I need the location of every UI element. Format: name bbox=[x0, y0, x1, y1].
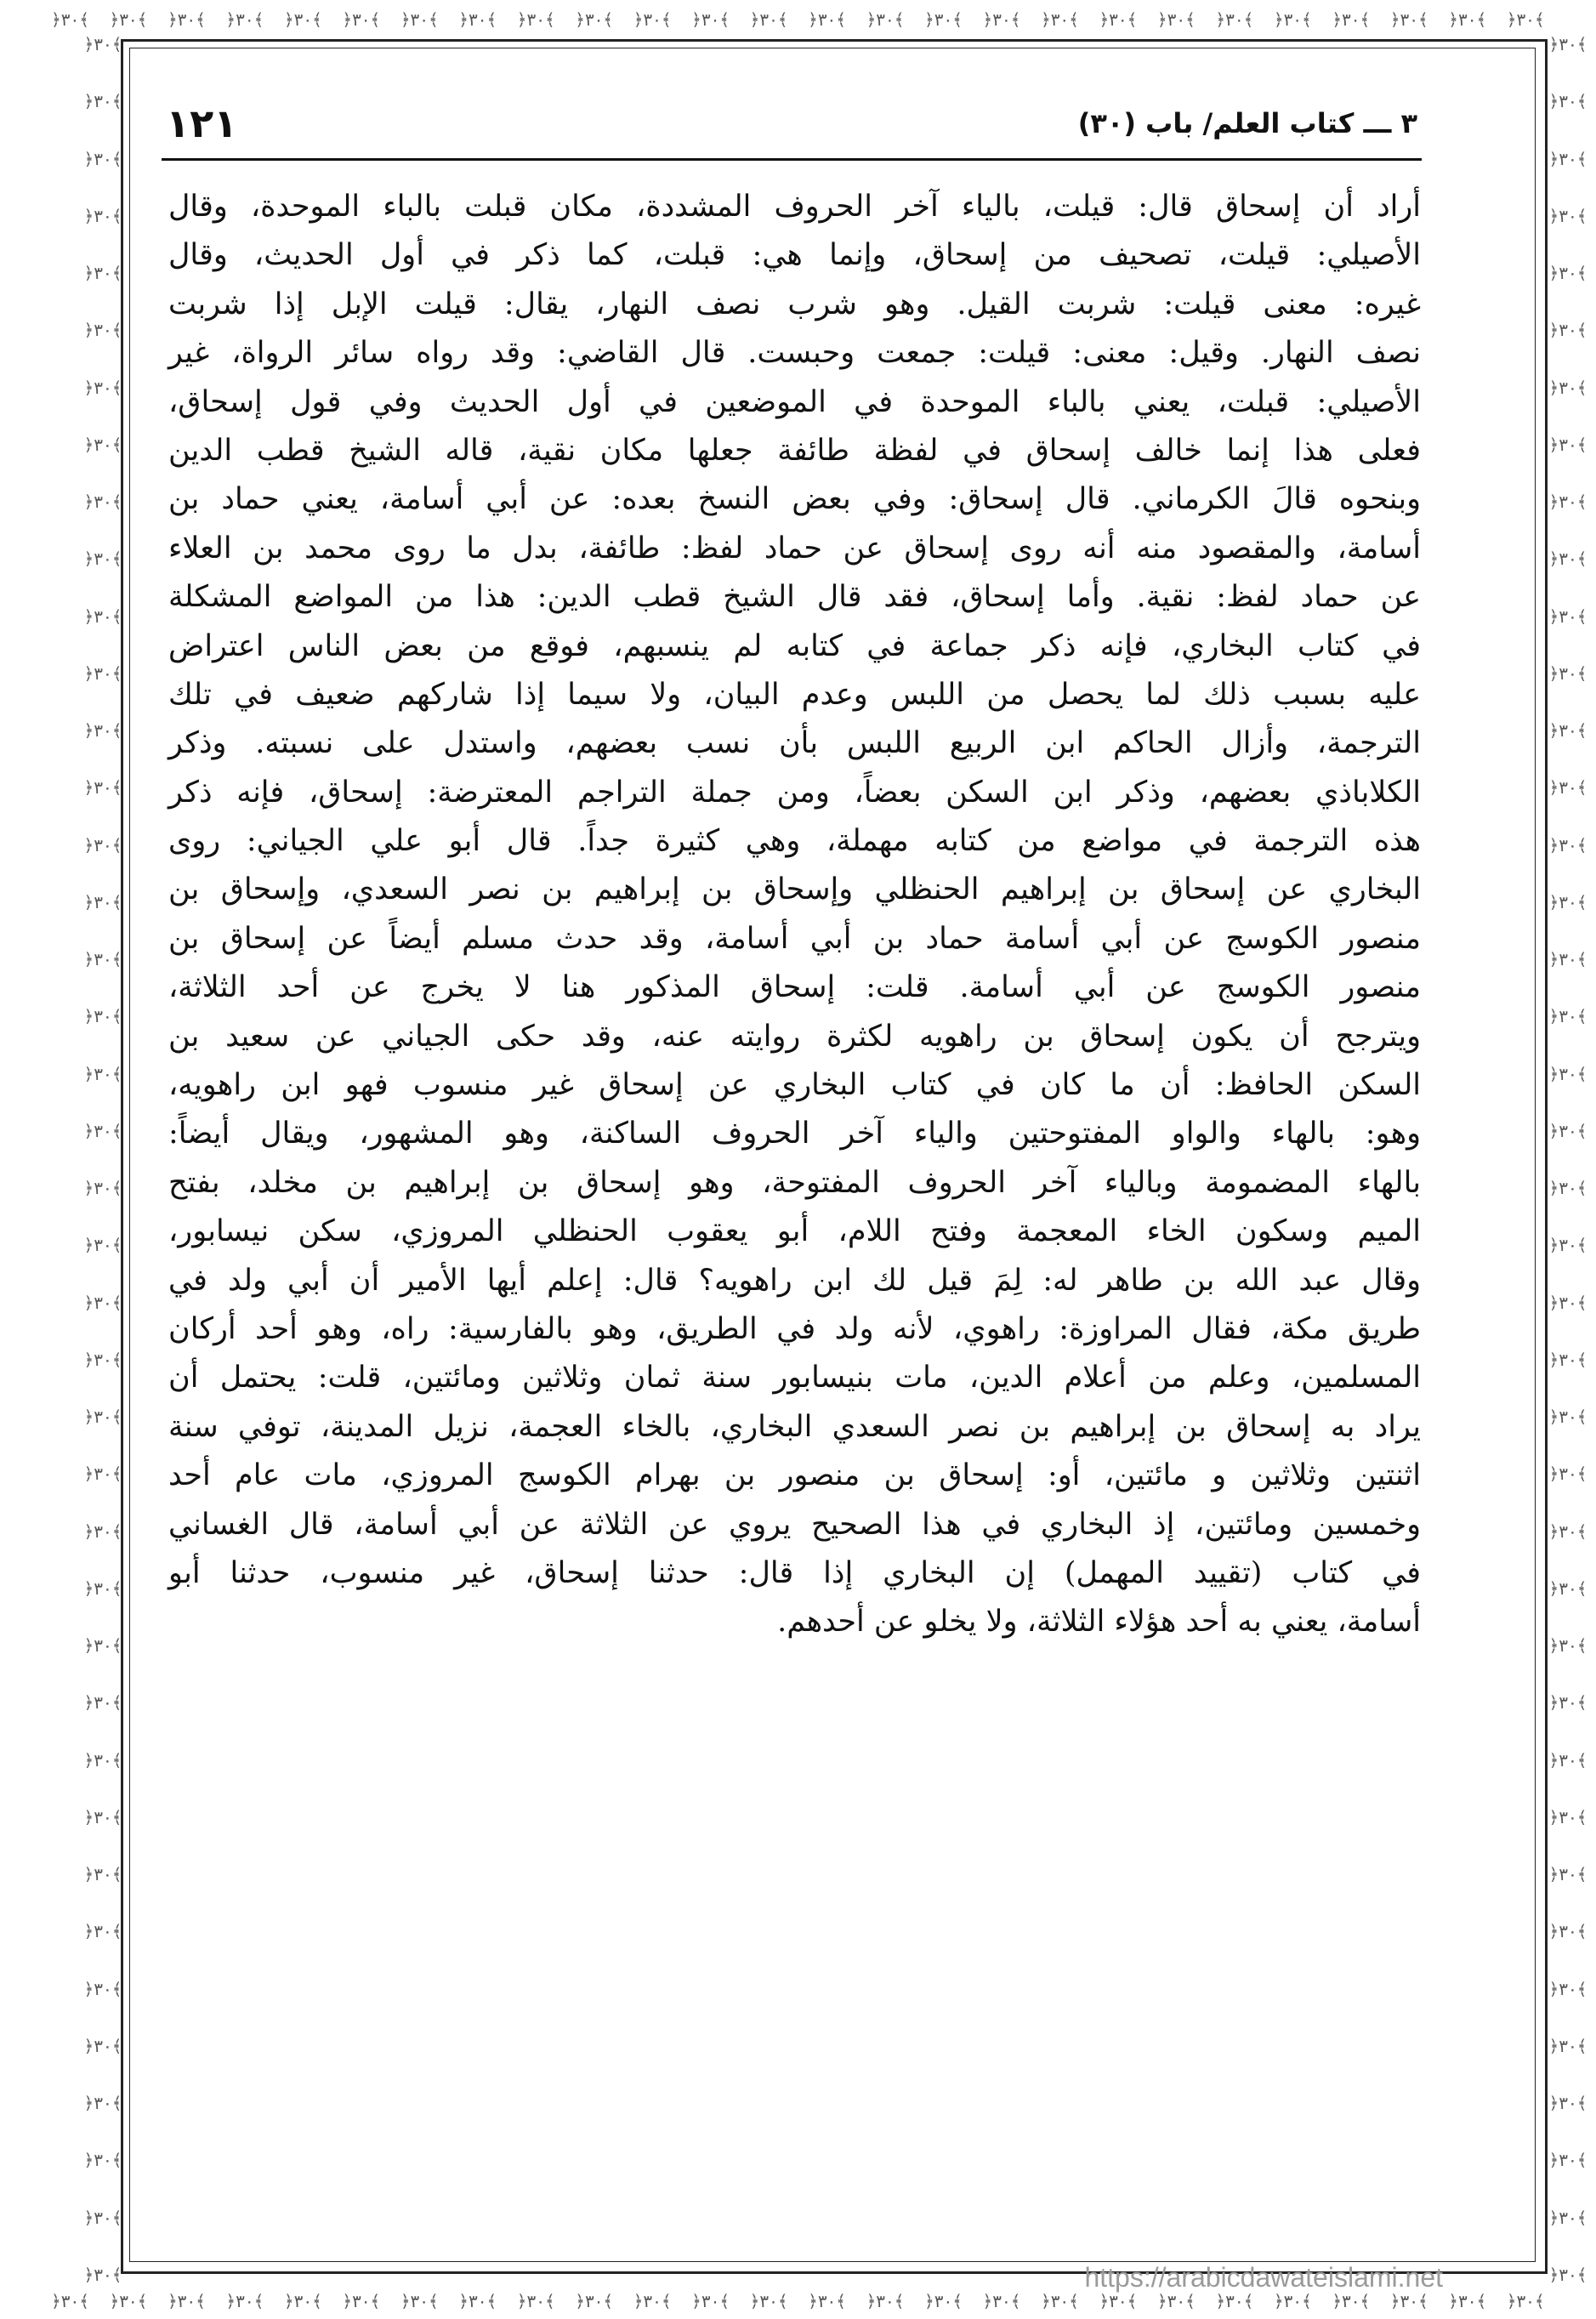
border-ornament: ﴿٣٠﴾ bbox=[83, 1635, 122, 1656]
border-ornament: ﴿٣٠﴾ bbox=[1548, 2264, 1587, 2285]
border-ornament: ﴿٣٠﴾ bbox=[83, 834, 122, 855]
text-line: منصور الكوسج عن أبي أسامة حماد بن أبي أسامة، وقد حدث مسلم أيضاً عن إسحاق بن bbox=[168, 921, 1421, 956]
border-ornament: ﴿٣٠﴾ bbox=[1548, 662, 1587, 684]
page-header bbox=[166, 94, 1417, 153]
body-text bbox=[168, 183, 1421, 1647]
border-ornament: ﴿٣٠﴾ bbox=[225, 2291, 264, 2311]
border-ornament: ﴿٣٠﴾ bbox=[83, 1978, 122, 1999]
page-number: ١٢١ bbox=[166, 100, 238, 146]
border-ornament: ﴿٣٠﴾ bbox=[1099, 9, 1138, 30]
border-ornament: ﴿٣٠﴾ bbox=[1548, 91, 1587, 112]
border-ornament: ﴿٣٠﴾ bbox=[1548, 949, 1587, 969]
border-ornament: ﴿٣٠﴾ bbox=[516, 9, 555, 30]
text-line: وهو: بالهاء والواو المفتوحتين والياء آخر الحروف الساكنة، وهو المشهور، ويقال أيضاً: bbox=[168, 1117, 1421, 1151]
border-ornament: ﴿٣٠﴾ bbox=[1548, 205, 1587, 226]
border-ornament: ﴿٣٠﴾ bbox=[691, 9, 730, 30]
border-ornament: ﴿٣٠﴾ bbox=[83, 2093, 122, 2113]
text-line: في كتاب البخاري، فإنه ذكر جماعة في كتابه لم ينسبهم، فوقع من بعض الناس اعتراض bbox=[168, 628, 1421, 663]
text-line: المسلمين، وعلم من أعلام الدين، مات بنيسابور سنة ثمان وثلاثين ومائتين، قلت: يحتمل أن bbox=[168, 1361, 1421, 1395]
border-ornament: ﴿٣٠﴾ bbox=[83, 1864, 122, 1884]
border-ornament: ﴿٣٠﴾ bbox=[1548, 434, 1587, 455]
border-ornament: ﴿٣٠﴾ bbox=[1548, 1692, 1587, 1714]
border-ornament: ﴿٣٠﴾ bbox=[83, 1292, 122, 1313]
border-ornament: ﴿٣٠﴾ bbox=[83, 2035, 122, 2056]
running-head: ٣ ـــ كتاب العلم/ باب (٣٠) bbox=[1077, 107, 1417, 139]
border-ornament: ﴿٣٠﴾ bbox=[1548, 1921, 1587, 1942]
border-ornament: ﴿٣٠﴾ bbox=[83, 605, 122, 627]
border-ornament: ﴿٣٠﴾ bbox=[866, 9, 905, 30]
border-ornament: ﴿٣٠﴾ bbox=[866, 2291, 905, 2311]
border-ornament: ﴿٣٠﴾ bbox=[1548, 834, 1587, 855]
border-ornament: ﴿٣٠﴾ bbox=[1548, 1806, 1587, 1827]
text-line: أسامة، والمقصود منه أنه روى إسحاق عن حماد لفظ: طائفة، بدل ما روى محمد بن العلاء bbox=[168, 531, 1421, 566]
text-line: وقال عبد الله بن طاهر له: لِمَ قيل لك ابن راهويه؟ قال: إعلم أيها الأمير أن أبي ولد في bbox=[168, 1263, 1421, 1298]
text-line: غيره: معنى قيلت: شربت القيل. وهو شرب نصف النهار، يقال: قيلت الإبل إذا شربت bbox=[168, 287, 1421, 321]
border-ornament: ﴿٣٠﴾ bbox=[83, 320, 122, 341]
border-ornament: ﴿٣٠﴾ bbox=[749, 9, 788, 30]
border-ornament: ﴿٣٠﴾ bbox=[283, 2291, 322, 2311]
border-ornament: ﴿٣٠﴾ bbox=[109, 9, 148, 30]
border-ornament: ﴿٣٠﴾ bbox=[1548, 1063, 1587, 1084]
border-ornament: ﴿٣٠﴾ bbox=[808, 2291, 847, 2311]
border-ornament: ﴿٣٠﴾ bbox=[83, 1806, 122, 1827]
border-ornament: ﴿٣٠﴾ bbox=[83, 205, 122, 226]
border-ornament: ﴿٣٠﴾ bbox=[83, 434, 122, 455]
border-ornament: ﴿٣٠﴾ bbox=[167, 9, 206, 30]
border-ornament: ﴿٣٠﴾ bbox=[1548, 1464, 1587, 1485]
border-ornament: ﴿٣٠﴾ bbox=[51, 2291, 89, 2311]
border-ornament: ﴿٣٠﴾ bbox=[225, 9, 264, 30]
border-ornament: ﴿٣٠﴾ bbox=[83, 1407, 122, 1427]
border-ornament: ﴿٣٠﴾ bbox=[1332, 9, 1371, 30]
border-ornament: ﴿٣٠﴾ bbox=[83, 1749, 122, 1771]
border-ornament: ﴿٣٠﴾ bbox=[1040, 2291, 1079, 2311]
border-ornament: ﴿٣٠﴾ bbox=[1548, 1749, 1587, 1771]
border-ornament: ﴿٣٠﴾ bbox=[83, 1577, 122, 1599]
text-line: الترجمة، وأزال الحاكم ابن الربيع اللبس بأن نسب بعضهم، واستدل على نسبته. وذكر bbox=[168, 726, 1421, 761]
border-ornament: ﴿٣٠﴾ bbox=[1548, 377, 1587, 398]
border-ornament: ﴿٣٠﴾ bbox=[1548, 1006, 1587, 1027]
border-ornament: ﴿٣٠﴾ bbox=[83, 662, 122, 684]
border-ornament: ﴿٣٠﴾ bbox=[1548, 891, 1587, 912]
border-ornament: ﴿٣٠﴾ bbox=[1548, 1407, 1587, 1427]
border-ornament: ﴿٣٠﴾ bbox=[1548, 2093, 1587, 2113]
border-ornament: ﴿٣٠﴾ bbox=[1389, 2291, 1428, 2311]
border-ornament: ﴿٣٠﴾ bbox=[1548, 1864, 1587, 1884]
border-ornament: ﴿٣٠﴾ bbox=[342, 2291, 381, 2311]
border-ornament: ﴿٣٠﴾ bbox=[83, 1520, 122, 1542]
border-ornament: ﴿٣٠﴾ bbox=[1548, 720, 1587, 741]
text-line: عليه بسبب ذلك لما يحصل من اللبس وعدم البيان، ولا سيما إذا شاركهم ضعيف في تلك bbox=[168, 677, 1421, 712]
border-ornament: ﴿٣٠﴾ bbox=[83, 1120, 122, 1141]
border-ornament: ﴿٣٠﴾ bbox=[458, 9, 497, 30]
border-ornament: ﴿٣٠﴾ bbox=[1273, 9, 1312, 30]
border-ornament: ﴿٣٠﴾ bbox=[83, 720, 122, 741]
border-ornament: ﴿٣٠﴾ bbox=[1548, 777, 1587, 799]
border-ornament: ﴿٣٠﴾ bbox=[1448, 9, 1487, 30]
border-ornament: ﴿٣٠﴾ bbox=[83, 548, 122, 570]
text-line: الأصيلي: قيلت، تصحيف من إسحاق، وإنما هي: قبلت، كما ذكر في أول الحديث، وقال bbox=[168, 238, 1421, 273]
border-ornament: ﴿٣٠﴾ bbox=[83, 1464, 122, 1485]
border-ornament: ﴿٣٠﴾ bbox=[83, 1006, 122, 1027]
border-ornament: ﴿٣٠﴾ bbox=[83, 1178, 122, 1198]
text-line: فعلى هذا إنما خالف إسحاق في لفظة طائفة جعلها مكان نقية، قاله الشيخ قطب الدين bbox=[168, 433, 1421, 468]
border-ornament: ﴿٣٠﴾ bbox=[83, 1235, 122, 1256]
page-border-right bbox=[1548, 34, 1587, 2285]
page-border-top bbox=[51, 5, 1545, 34]
text-line: نصف النهار. وقيل: معنى: قيلت: جمعت وحبست. قال القاضي: وقد رواه سائر الرواة، غير bbox=[168, 336, 1421, 371]
border-ornament: ﴿٣٠﴾ bbox=[1548, 2207, 1587, 2228]
border-ornament: ﴿٣٠﴾ bbox=[1548, 148, 1587, 169]
border-ornament: ﴿٣٠﴾ bbox=[1156, 2291, 1196, 2311]
border-ornament: ﴿٣٠﴾ bbox=[1548, 1292, 1587, 1313]
border-ornament: ﴿٣٠﴾ bbox=[83, 34, 122, 54]
border-ornament: ﴿٣٠﴾ bbox=[83, 492, 122, 512]
border-ornament: ﴿٣٠﴾ bbox=[1389, 9, 1428, 30]
border-ornament: ﴿٣٠﴾ bbox=[1548, 1178, 1587, 1198]
border-ornament: ﴿٣٠﴾ bbox=[283, 9, 322, 30]
border-ornament: ﴿٣٠﴾ bbox=[1215, 9, 1254, 30]
border-ornament: ﴿٣٠﴾ bbox=[1548, 1978, 1587, 1999]
text-line: طريق مكة، فقال المراوزة: راهوي، لأنه ولد في الطريق، وهو بالفارسية: راه، وهو أحد أركان bbox=[168, 1311, 1421, 1346]
border-ornament: ﴿٣٠﴾ bbox=[633, 2291, 672, 2311]
border-ornament: ﴿٣٠﴾ bbox=[83, 2207, 122, 2228]
border-ornament: ﴿٣٠﴾ bbox=[83, 1063, 122, 1084]
border-ornament: ﴿٣٠﴾ bbox=[982, 9, 1021, 30]
text-line: الأصيلي: قبلت، يعني بالباء الموحدة في الموضعين في أول الحديث وفي قول إسحاق، bbox=[168, 384, 1421, 419]
border-ornament: ﴿٣٠﴾ bbox=[1548, 1120, 1587, 1141]
header-rule bbox=[162, 158, 1422, 161]
border-ornament: ﴿٣٠﴾ bbox=[1548, 1577, 1587, 1599]
border-ornament: ﴿٣٠﴾ bbox=[575, 2291, 614, 2311]
text-line: منصور الكوسج عن أبي أسامة. قلت: إسحاق المذكور هنا لا يخرج عن أحد الثلاثة، bbox=[168, 970, 1421, 1005]
border-ornament: ﴿٣٠﴾ bbox=[83, 263, 122, 283]
text-line: اثنتين وثلاثين و مائتين، أو: إسحاق بن منصور بن بهرام الكوسج المروزي، مات عام أحد bbox=[168, 1458, 1421, 1493]
text-line: وبنحوه قالَ الكرماني. قال إسحاق: وفي بعض النسخ بعده: عن أبي أسامة، يعني حماد بن bbox=[168, 482, 1421, 517]
border-ornament: ﴿٣٠﴾ bbox=[1548, 1235, 1587, 1256]
border-ornament: ﴿٣٠﴾ bbox=[83, 1349, 122, 1370]
border-ornament: ﴿٣٠﴾ bbox=[1548, 492, 1587, 512]
border-ornament: ﴿٣٠﴾ bbox=[1548, 2035, 1587, 2056]
border-ornament: ﴿٣٠﴾ bbox=[83, 1692, 122, 1714]
border-ornament: ﴿٣٠﴾ bbox=[1548, 548, 1587, 570]
border-ornament: ﴿٣٠﴾ bbox=[749, 2291, 788, 2311]
border-ornament: ﴿٣٠﴾ bbox=[924, 9, 963, 30]
border-ornament: ﴿٣٠﴾ bbox=[400, 9, 439, 30]
border-ornament: ﴿٣٠﴾ bbox=[83, 1921, 122, 1942]
text-line: يراد به إسحاق بن إبراهيم بن نصر السعدي البخاري، بالخاء العجمة، نزيل المدينة، توفي سنة bbox=[168, 1409, 1421, 1444]
border-ornament: ﴿٣٠﴾ bbox=[575, 9, 614, 30]
border-ornament: ﴿٣٠﴾ bbox=[83, 377, 122, 398]
border-ornament: ﴿٣٠﴾ bbox=[1448, 2291, 1487, 2311]
text-line: أسامة، يعني به أحد هؤلاء الثلاثة، ولا يخلو عن أحدهم. bbox=[777, 1605, 1421, 1640]
border-ornament: ﴿٣٠﴾ bbox=[1548, 263, 1587, 283]
border-ornament: ﴿٣٠﴾ bbox=[83, 91, 122, 112]
border-ornament: ﴿٣٠﴾ bbox=[51, 9, 89, 30]
border-ornament: ﴿٣٠﴾ bbox=[1548, 2150, 1587, 2171]
border-ornament: ﴿٣٠﴾ bbox=[924, 2291, 963, 2311]
text-line: في كتاب (تقييد المهمل) إن البخاري إذا قال: حدثنا إسحاق، غير منسوب، حدثنا أبو bbox=[168, 1555, 1421, 1590]
border-ornament: ﴿٣٠﴾ bbox=[982, 2291, 1021, 2311]
border-ornament: ﴿٣٠﴾ bbox=[1548, 34, 1587, 54]
border-ornament: ﴿٣٠﴾ bbox=[1548, 1520, 1587, 1542]
border-ornament: ﴿٣٠﴾ bbox=[342, 9, 381, 30]
border-ornament: ﴿٣٠﴾ bbox=[458, 2291, 497, 2311]
border-ornament: ﴿٣٠﴾ bbox=[516, 2291, 555, 2311]
border-ornament: ﴿٣٠﴾ bbox=[400, 2291, 439, 2311]
text-line: عن حماد لفظ: نقية. وأما إسحاق، فقد قال الشيخ قطب الدين: هذا من المواضع المشكلة bbox=[168, 580, 1421, 615]
border-ornament: ﴿٣٠﴾ bbox=[167, 2291, 206, 2311]
border-ornament: ﴿٣٠﴾ bbox=[83, 891, 122, 912]
border-ornament: ﴿٣٠﴾ bbox=[1040, 9, 1079, 30]
border-ornament: ﴿٣٠﴾ bbox=[808, 9, 847, 30]
border-ornament: ﴿٣٠﴾ bbox=[691, 2291, 730, 2311]
border-ornament: ﴿٣٠﴾ bbox=[1273, 2291, 1312, 2311]
border-ornament: ﴿٣٠﴾ bbox=[1506, 2291, 1545, 2311]
text-line: هذه الترجمة في مواضع من كتابه مهملة، وهي كثيرة جداً. قال أبو علي الجياني: روى bbox=[168, 824, 1421, 859]
border-ornament: ﴿٣٠﴾ bbox=[83, 949, 122, 969]
border-ornament: ﴿٣٠﴾ bbox=[1548, 320, 1587, 341]
page-border-left bbox=[83, 34, 122, 2285]
border-ornament: ﴿٣٠﴾ bbox=[1099, 2291, 1138, 2311]
text-line: الكلاباذي بعضهم، وذكر ابن السكن بعضاً، ومن جملة التراجم المعترضة: إسحاق، فإنه ذكر bbox=[168, 775, 1421, 810]
border-ornament: ﴿٣٠﴾ bbox=[109, 2291, 148, 2311]
border-ornament: ﴿٣٠﴾ bbox=[1215, 2291, 1254, 2311]
border-ornament: ﴿٣٠﴾ bbox=[1332, 2291, 1371, 2311]
border-ornament: ﴿٣٠﴾ bbox=[83, 2264, 122, 2285]
text-line: الميم وسكون الخاء المعجمة وفتح اللام، أبو يعقوب الحنظلي المروزي، سكن نيسابور، bbox=[168, 1214, 1421, 1249]
border-ornament: ﴿٣٠﴾ bbox=[83, 777, 122, 799]
text-line: بالهاء المضمومة وبالياء آخر الحروف المفتوحة، وهو إسحاق بن إبراهيم بن مخلد، بفتح bbox=[168, 1165, 1421, 1200]
border-ornament: ﴿٣٠﴾ bbox=[1156, 9, 1196, 30]
border-ornament: ﴿٣٠﴾ bbox=[83, 2150, 122, 2171]
watermark-url: https://arabicdawateislami.net bbox=[1084, 2262, 1443, 2293]
border-ornament: ﴿٣٠﴾ bbox=[1548, 1349, 1587, 1370]
text-line: وخمسين ومائتين، إذ البخاري في هذا الصحيح يروي عن الثلاثة عن أبي أسامة، قال الغساني bbox=[168, 1507, 1421, 1542]
border-ornament: ﴿٣٠﴾ bbox=[633, 9, 672, 30]
border-ornament: ﴿٣٠﴾ bbox=[1506, 9, 1545, 30]
text-line: السكن الحافظ: أن ما كان في كتاب البخاري عن إسحاق غير منسوب فهو ابن راهويه، bbox=[168, 1068, 1421, 1103]
text-line: البخاري عن إسحاق بن إبراهيم الحنظلي وإسحاق بن إبراهيم بن نصر السعدي، وإسحاق بن bbox=[168, 872, 1421, 907]
border-ornament: ﴿٣٠﴾ bbox=[1548, 605, 1587, 627]
border-ornament: ﴿٣٠﴾ bbox=[83, 148, 122, 169]
text-line: أراد أن إسحاق قال: قيلت، بالياء آخر الحروف المشددة، مكان قبلت بالباء الموحدة، وقال bbox=[168, 190, 1421, 224]
border-ornament: ﴿٣٠﴾ bbox=[1548, 1635, 1587, 1656]
text-line: ويترجح أن يكون إسحاق بن راهويه لكثرة روايته عنه، وقد حكى الجياني عن سعيد بن bbox=[168, 1019, 1421, 1054]
